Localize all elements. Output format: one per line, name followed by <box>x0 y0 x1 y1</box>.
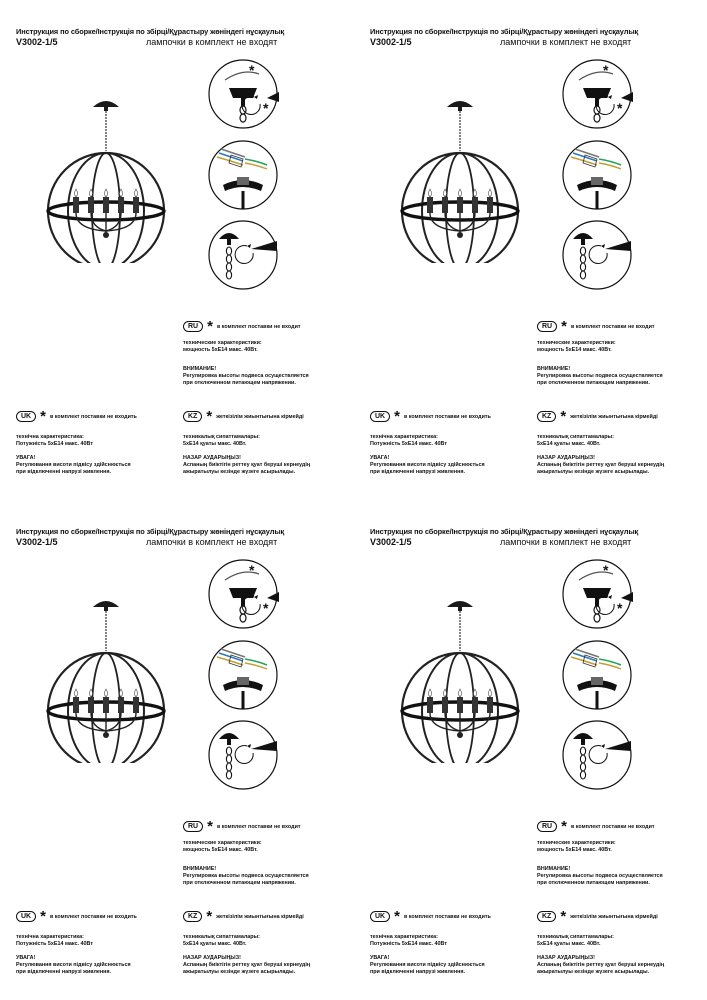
kz-badge: KZ <box>537 911 556 922</box>
uk-star-note: в комплект поставки не входить <box>403 413 491 420</box>
kz-warning <box>537 455 664 476</box>
asterisk-icon: * <box>394 907 400 925</box>
uk-warn-title: УВАГА! <box>370 455 390 461</box>
ru-warn-line1: Регулировка высоты подвеса осуществляется <box>183 373 309 379</box>
ru-star-note-row <box>183 817 301 835</box>
asterisk-icon: * <box>207 317 213 335</box>
asterisk-icon: * <box>40 407 46 425</box>
uk-warn-line1: Регулювання висоти підвісу здійснюється <box>16 462 131 468</box>
kz-star-note: жеткізілім жиынтығына кірмейді <box>216 913 304 920</box>
chandelier-illustration <box>45 93 167 263</box>
uk-warn-title: УВАГА! <box>16 455 36 461</box>
uk-tech-value: Потужність 5xE14 макс. 40Вт <box>16 941 93 947</box>
ru-tech-value: мощность 5xE14 макс. 40Вт. <box>537 847 612 853</box>
chandelier-illustration <box>45 593 167 763</box>
asterisk-icon: * <box>561 817 567 835</box>
ru-tech-value: мощность 5xE14 макс. 40Вт. <box>537 347 612 353</box>
ru-warn-line1: Регулировка высоты подвеса осуществляется <box>537 373 663 379</box>
uk-star-note-row <box>16 907 137 925</box>
uk-tech-label: технічна характеристика: <box>16 934 84 940</box>
uk-badge: UK <box>16 411 36 422</box>
ceiling-mount-detail-icon <box>561 58 633 130</box>
kz-tech-specs <box>537 434 614 448</box>
kz-tech-value: 5xE14 қуаты макс. 40Вт. <box>537 941 601 947</box>
ru-warn-line2: при отключенном питающем напряжении. <box>537 380 650 386</box>
uk-warn-title: УВАГА! <box>370 955 390 961</box>
uk-warning <box>16 955 131 976</box>
wiring-detail-icon <box>207 639 279 711</box>
kz-warn-line2: ажыратылуы кезінде жүзеге асырылады. <box>537 969 650 975</box>
kz-warn-line1: Аспаның биіктігін реттеу қуат беруші кернеудің <box>183 962 311 968</box>
asterisk-icon: * <box>560 407 567 425</box>
ru-tech-label: технические характеристики: <box>537 840 616 846</box>
uk-warn-line2: при відключенні напрузі живлення. <box>370 969 466 975</box>
ru-badge: RU <box>183 321 203 332</box>
asterisk-icon: * <box>206 907 213 925</box>
kz-tech-value: 5xE14 қуаты макс. 40Вт. <box>183 941 247 947</box>
kz-star-note-row <box>537 907 658 925</box>
kz-tech-specs <box>537 934 614 948</box>
ru-badge: RU <box>537 821 557 832</box>
ru-star-note: в комплект поставки не входит <box>216 823 301 830</box>
asterisk-icon: * <box>394 407 400 425</box>
uk-star-note-row <box>16 407 137 425</box>
kz-warn-line2: ажыратылуы кезінде жүзеге асырылады. <box>537 469 650 475</box>
instruction-sheet-top-right <box>354 0 707 500</box>
uk-tech-value: Потужність 5xE14 макс. 40Вт <box>370 941 447 947</box>
uk-warn-line1: Регулювання висоти підвісу здійснюється <box>370 962 485 968</box>
uk-warn-line2: при відключенні напрузі живлення. <box>370 469 466 475</box>
ru-star-note: в комплект поставки не входит <box>570 323 655 330</box>
wiring-detail-icon <box>207 139 279 211</box>
kz-tech-label: техникалық сипаттамалары: <box>183 434 260 440</box>
ru-warn-title: ВНИМАНИЕ! <box>537 366 571 372</box>
ru-warn-title: ВНИМАНИЕ! <box>537 866 571 872</box>
kz-star-note-row <box>183 407 304 425</box>
uk-star-note-row <box>370 407 491 425</box>
model-number: V3002-1/5 <box>16 37 58 47</box>
chain-height-detail-icon <box>561 219 633 291</box>
ru-warn-line2: при отключенном питающем напряжении. <box>183 880 296 886</box>
kz-warn-title: НАЗАР АУДАРЫҢЫЗ! <box>183 955 241 961</box>
kz-warn-title: НАЗАР АУДАРЫҢЫЗ! <box>537 455 595 461</box>
kz-warn-line1: Аспаның биіктігін реттеу қуат беруші кернеудің <box>537 962 665 968</box>
kz-badge: KZ <box>183 911 202 922</box>
kz-tech-value: 5xE14 қуаты макс. 40Вт. <box>183 441 247 447</box>
ru-star-note: в комплект поставки не входит <box>570 823 655 830</box>
ru-badge: RU <box>537 321 557 332</box>
ru-tech-specs <box>183 840 262 854</box>
ru-warning <box>537 366 663 387</box>
kz-warning <box>537 955 664 976</box>
kz-star-note: жеткізілім жиынтығына кірмейді <box>570 413 658 420</box>
chandelier-illustration <box>399 93 521 263</box>
uk-star-note: в комплект поставки не входить <box>403 913 491 920</box>
ru-star-note-row <box>537 817 655 835</box>
kz-warn-line2: ажыратылуы кезінде жүзеге асырылады. <box>183 469 296 475</box>
ru-tech-specs <box>537 840 616 854</box>
bulbs-note: лампочки в комплект не входят <box>500 37 632 47</box>
ru-tech-value: мощность 5xE14 макс. 40Вт. <box>183 847 258 853</box>
ru-warning <box>537 866 663 887</box>
wiring-detail-icon <box>561 139 633 211</box>
kz-star-note-row <box>183 907 304 925</box>
uk-tech-specs <box>16 434 93 448</box>
uk-star-note-row <box>370 907 491 925</box>
kz-warn-line1: Аспаның биіктігін реттеу қуат беруші кернеудің <box>183 462 311 468</box>
uk-tech-value: Потужність 5xE14 макс. 40Вт <box>370 441 447 447</box>
instruction-sheet-top-left <box>0 0 353 500</box>
header-title: Инструкция по сборке/Інструкція по збірці/Құрастыру жөніндегі нұсқаулық <box>370 27 639 36</box>
kz-warning <box>183 455 310 476</box>
uk-warn-line2: при відключенні напрузі живлення. <box>16 969 112 975</box>
header-title: Инструкция по сборке/Інструкція по збірці/Құрастыру жөніндегі нұсқаулық <box>370 527 639 536</box>
header-title: Инструкция по сборке/Інструкція по збірці/Құрастыру жөніндегі нұсқаулық <box>16 527 285 536</box>
kz-star-note: жеткізілім жиынтығына кірмейді <box>570 913 658 920</box>
ru-tech-label: технические характеристики: <box>183 840 262 846</box>
uk-warning <box>370 955 485 976</box>
kz-warn-line2: ажыратылуы кезінде жүзеге асырылады. <box>183 969 296 975</box>
uk-badge: UK <box>370 411 390 422</box>
kz-warn-title: НАЗАР АУДАРЫҢЫЗ! <box>183 455 241 461</box>
ru-tech-specs <box>183 340 262 354</box>
ceiling-mount-detail-icon <box>207 58 279 130</box>
chain-height-detail-icon <box>207 719 279 791</box>
model-number: V3002-1/5 <box>16 537 58 547</box>
kz-tech-value: 5xE14 қуаты макс. 40Вт. <box>537 441 601 447</box>
kz-badge: KZ <box>183 411 202 422</box>
uk-tech-label: технічна характеристика: <box>16 434 84 440</box>
header-title: Инструкция по сборке/Інструкція по збірці/Құрастыру жөніндегі нұсқаулық <box>16 27 285 36</box>
ru-warn-line2: при отключенном питающем напряжении. <box>183 380 296 386</box>
ru-warning <box>183 366 309 387</box>
uk-warn-line2: при відключенні напрузі живлення. <box>16 469 112 475</box>
uk-warn-line1: Регулювання висоти підвісу здійснюється <box>16 962 131 968</box>
kz-warning <box>183 955 310 976</box>
ru-warn-line1: Регулировка высоты подвеса осуществляется <box>183 873 309 879</box>
uk-star-note: в комплект поставки не входить <box>49 413 137 420</box>
uk-tech-value: Потужність 5xE14 макс. 40Вт <box>16 441 93 447</box>
kz-warn-line1: Аспаның биіктігін реттеу қуат беруші кернеудің <box>537 462 665 468</box>
ru-badge: RU <box>183 821 203 832</box>
asterisk-icon: * <box>206 407 213 425</box>
kz-tech-specs <box>183 934 260 948</box>
chandelier-illustration <box>399 593 521 763</box>
uk-badge: UK <box>370 911 390 922</box>
bulbs-note: лампочки в комплект не входят <box>500 537 632 547</box>
uk-warn-line1: Регулювання висоти підвісу здійснюється <box>370 462 485 468</box>
uk-warn-title: УВАГА! <box>16 955 36 961</box>
kz-tech-label: техникалық сипаттамалары: <box>537 434 614 440</box>
bulbs-note: лампочки в комплект не входят <box>146 537 278 547</box>
ru-warn-line2: при отключенном питающем напряжении. <box>537 880 650 886</box>
kz-tech-label: техникалық сипаттамалары: <box>183 934 260 940</box>
kz-tech-label: техникалық сипаттамалары: <box>537 934 614 940</box>
kz-star-note: жеткізілім жиынтығына кірмейді <box>216 413 304 420</box>
asterisk-icon: * <box>560 907 567 925</box>
uk-badge: UK <box>16 911 36 922</box>
ru-warn-title: ВНИМАНИЕ! <box>183 866 217 872</box>
ru-tech-label: технические характеристики: <box>183 340 262 346</box>
ru-warning <box>183 866 309 887</box>
kz-star-note-row <box>537 407 658 425</box>
uk-tech-specs <box>370 434 447 448</box>
ru-tech-specs <box>537 340 616 354</box>
ru-warn-title: ВНИМАНИЕ! <box>183 366 217 372</box>
asterisk-icon: * <box>207 817 213 835</box>
bulbs-note: лампочки в комплект не входят <box>146 37 278 47</box>
chain-height-detail-icon <box>561 719 633 791</box>
uk-warning <box>370 455 485 476</box>
uk-warning <box>16 455 131 476</box>
uk-tech-label: технічна характеристика: <box>370 434 438 440</box>
asterisk-icon: * <box>40 907 46 925</box>
ru-tech-label: технические характеристики: <box>537 340 616 346</box>
instruction-sheet-bottom-left <box>0 500 353 1000</box>
ru-star-note-row <box>183 317 301 335</box>
uk-tech-label: технічна характеристика: <box>370 934 438 940</box>
ru-tech-value: мощность 5xE14 макс. 40Вт. <box>183 347 258 353</box>
ru-star-note: в комплект поставки не входит <box>216 323 301 330</box>
wiring-detail-icon <box>561 639 633 711</box>
chain-height-detail-icon <box>207 219 279 291</box>
uk-tech-specs <box>370 934 447 948</box>
uk-tech-specs <box>16 934 93 948</box>
kz-warn-title: НАЗАР АУДАРЫҢЫЗ! <box>537 955 595 961</box>
kz-tech-specs <box>183 434 260 448</box>
ceiling-mount-detail-icon <box>561 558 633 630</box>
ru-warn-line1: Регулировка высоты подвеса осуществляется <box>537 873 663 879</box>
kz-badge: KZ <box>537 411 556 422</box>
instruction-sheet-bottom-right <box>354 500 707 1000</box>
model-number: V3002-1/5 <box>370 537 412 547</box>
uk-star-note: в комплект поставки не входить <box>49 913 137 920</box>
ceiling-mount-detail-icon <box>207 558 279 630</box>
asterisk-icon: * <box>561 317 567 335</box>
model-number: V3002-1/5 <box>370 37 412 47</box>
ru-star-note-row <box>537 317 655 335</box>
